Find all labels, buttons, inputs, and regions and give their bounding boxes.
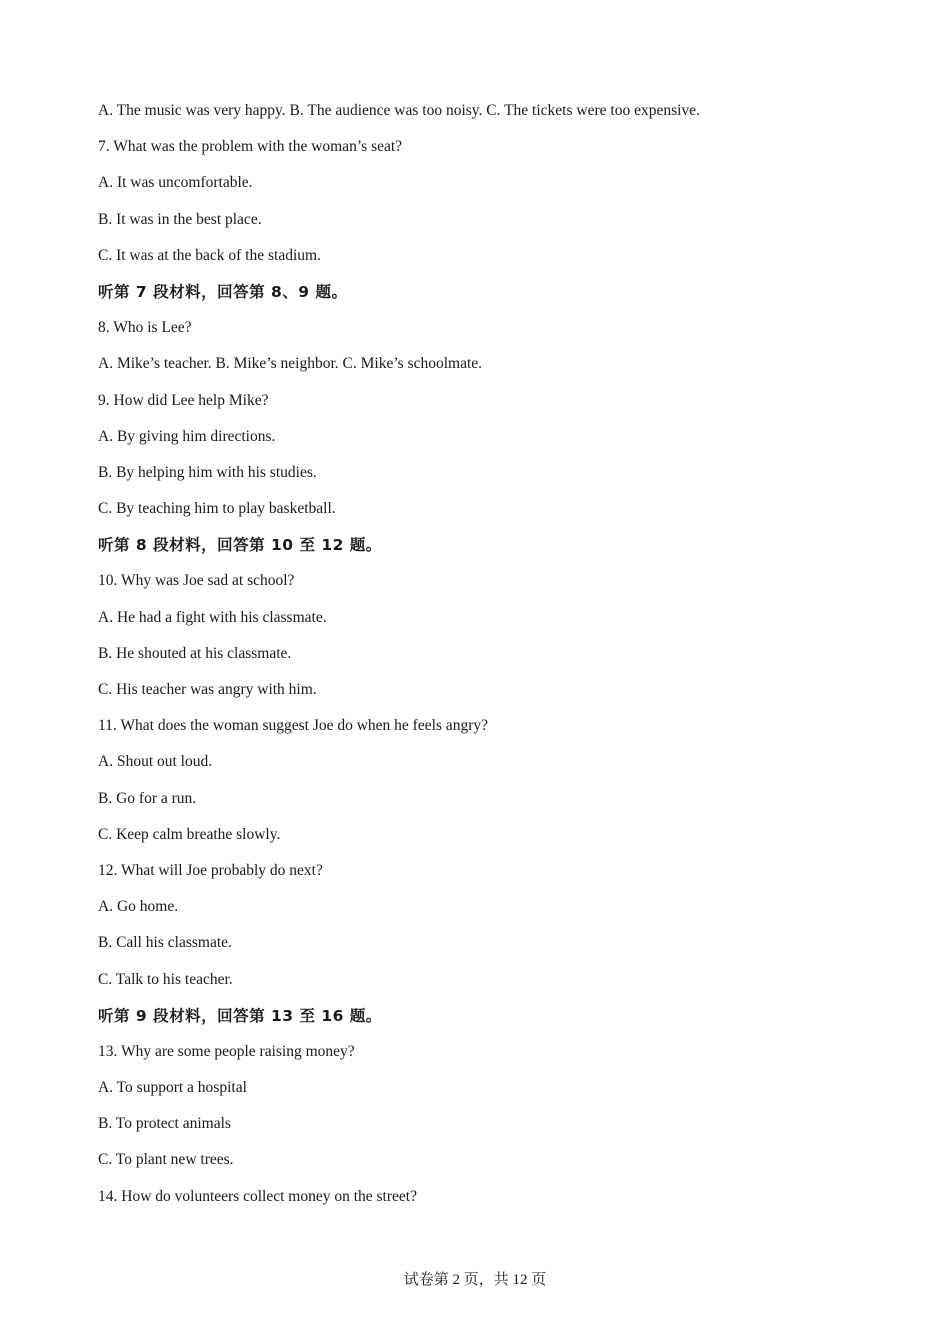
- answer-option: A. Mike’s teacher. B. Mike’s neighbor. C. Mike’s schoolmate.: [98, 355, 483, 373]
- answer-option: C. Keep calm breathe slowly.: [98, 825, 281, 843]
- answer-option: C. It was at the back of the stadium.: [98, 246, 321, 264]
- answer-option: B. By helping him with his studies.: [98, 463, 317, 481]
- answer-option: A. The music was very happy. B. The audience was too noisy. C. The tickets were too expensive.: [98, 102, 700, 119]
- answer-option: A. To support a hospital: [98, 1079, 247, 1097]
- answer-option: C. Talk to his teacher.: [98, 970, 233, 988]
- answer-option: C. By teaching him to play basketball.: [98, 500, 336, 518]
- answer-option: B. Go for a run.: [98, 789, 197, 807]
- section-heading: 听第 7 段材料，回答第 8、9 题。: [98, 282, 348, 301]
- answer-option: A. Shout out loud.: [98, 753, 213, 771]
- answer-option: B. To protect animals: [98, 1115, 231, 1133]
- question-text: 9. How did Lee help Mike?: [98, 391, 269, 409]
- answer-option: A. It was uncomfortable.: [98, 174, 253, 192]
- answer-option: C. His teacher was angry with him.: [98, 681, 317, 698]
- section-heading: 听第 8 段材料，回答第 10 至 12 题。: [98, 536, 382, 555]
- section-heading: 听第 9 段材料，回答第 13 至 16 题。: [98, 1006, 382, 1025]
- page-footer: 试卷第 2 页，共 12 页: [403, 1272, 547, 1288]
- answer-option: B. It was in the best place.: [98, 210, 262, 228]
- answer-option: A. Go home.: [98, 898, 179, 916]
- answer-option: B. He shouted at his classmate.: [98, 644, 292, 662]
- answer-option: A. By giving him directions.: [98, 427, 276, 445]
- answer-option: B. Call his classmate.: [98, 934, 232, 952]
- answer-option: A. He had a fight with his classmate.: [98, 608, 327, 626]
- question-text: 11. What does the woman suggest Joe do when he feels angry?: [98, 717, 488, 735]
- exam-content: [98, 99, 878, 1221]
- answer-option: C. To plant new trees.: [98, 1151, 234, 1169]
- question-text: 14. How do volunteers collect money on the street?: [98, 1187, 417, 1205]
- question-text: 12. What will Joe probably do next?: [98, 861, 323, 879]
- question-text: 7. What was the problem with the woman’s seat?: [98, 138, 403, 156]
- question-text: 13. Why are some people raising money?: [98, 1042, 355, 1060]
- question-text: 8. Who is Lee?: [98, 319, 192, 337]
- question-text: 10. Why was Joe sad at school?: [98, 572, 295, 590]
